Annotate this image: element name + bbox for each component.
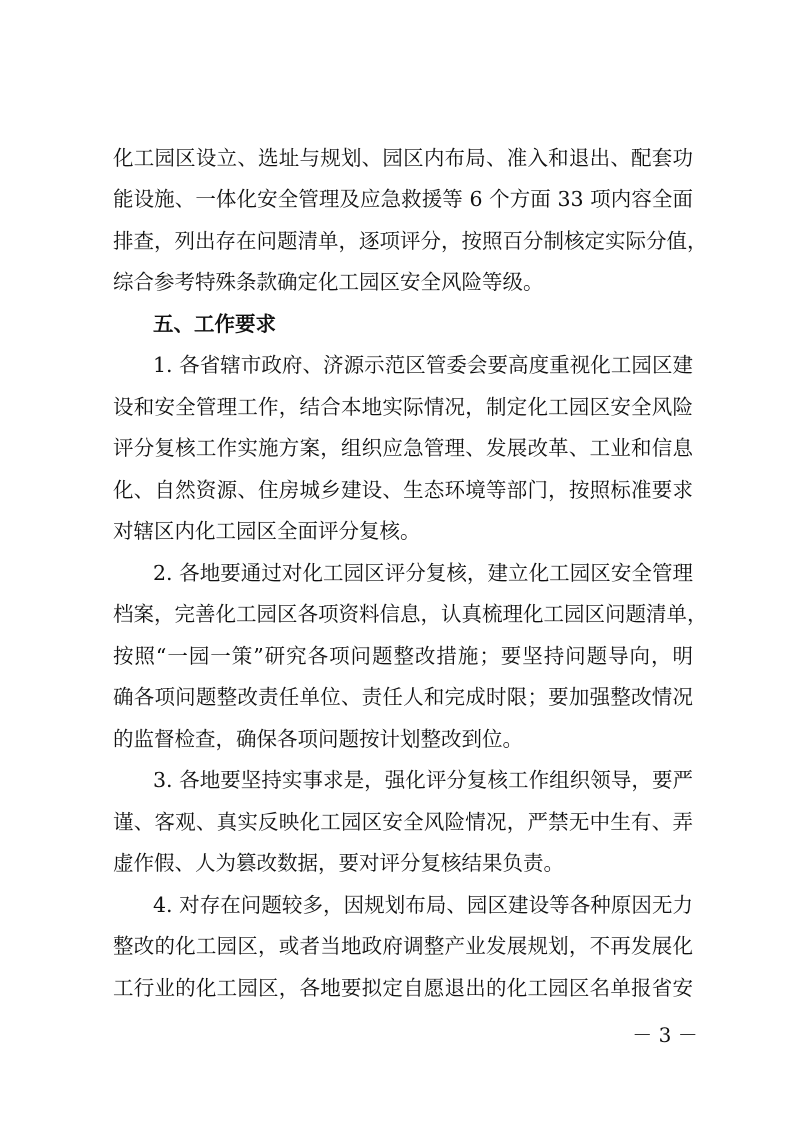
text-line: 能设施、一体化安全管理及应急救援等 6 个方面 33 项内容全面: [113, 187, 693, 211]
text-line: 排查，列出存在问题清单，逐项评分，按照百分制核定实际分值，: [113, 229, 708, 253]
text-line: 评分复核工作实施方案，组织应急管理、发展改革、工业和信息: [113, 436, 693, 460]
text-line: 对辖区内化工园区全面评分复核。: [113, 519, 421, 543]
text-line: 的监督检查，确保各项问题按计划整改到位。: [113, 727, 523, 751]
text-line: 化工园区设立、选址与规划、园区内布局、准入和退出、配套功: [113, 146, 693, 170]
text-line: 虚作假、人为篡改数据，要对评分复核结果负责。: [113, 851, 564, 875]
paragraph-3-line: 3. 各地要坚持实事求是，强化评分复核工作组织领导，要严: [153, 768, 693, 792]
text-line: 整改的化工园区，或者当地政府调整产业发展规划，不再发展化: [113, 934, 693, 958]
paragraph-1-line: 1. 各省辖市政府、济源示范区管委会要高度重视化工园区建: [153, 353, 693, 377]
text-line: 谨、客观、真实反映化工园区安全风险情况，严禁无中生有、弄: [113, 810, 693, 834]
text-line: 按照“一园一策”研究各项问题整改措施；要坚持问题导向，明: [113, 644, 693, 668]
text-line: 档案，完善化工园区各项资料信息，认真梳理化工园区问题清单，: [113, 602, 708, 626]
paragraph-4-line: 4. 对存在问题较多，因规划布局、园区建设等各种原因无力: [153, 893, 693, 917]
text-line: 工行业的化工园区，各地要拟定自愿退出的化工园区名单报省安: [113, 976, 693, 1000]
section-heading: 五、工作要求: [153, 312, 276, 336]
text-line: 综合参考特殊条款确定化工园区安全风险等级。: [113, 270, 544, 294]
text-line: 化、自然资源、住房城乡建设、生态环境等部门，按照标准要求: [113, 478, 693, 502]
paragraph-2-line: 2. 各地要通过对化工园区评分复核，建立化工园区安全管理: [153, 561, 693, 585]
text-line: 设和安全管理工作，结合本地实际情况，制定化工园区安全风险: [113, 395, 693, 419]
page-number: － 3 －: [632, 1023, 698, 1047]
text-line: 确各项问题整改责任单位、责任人和完成时限；要加强整改情况: [113, 685, 693, 709]
